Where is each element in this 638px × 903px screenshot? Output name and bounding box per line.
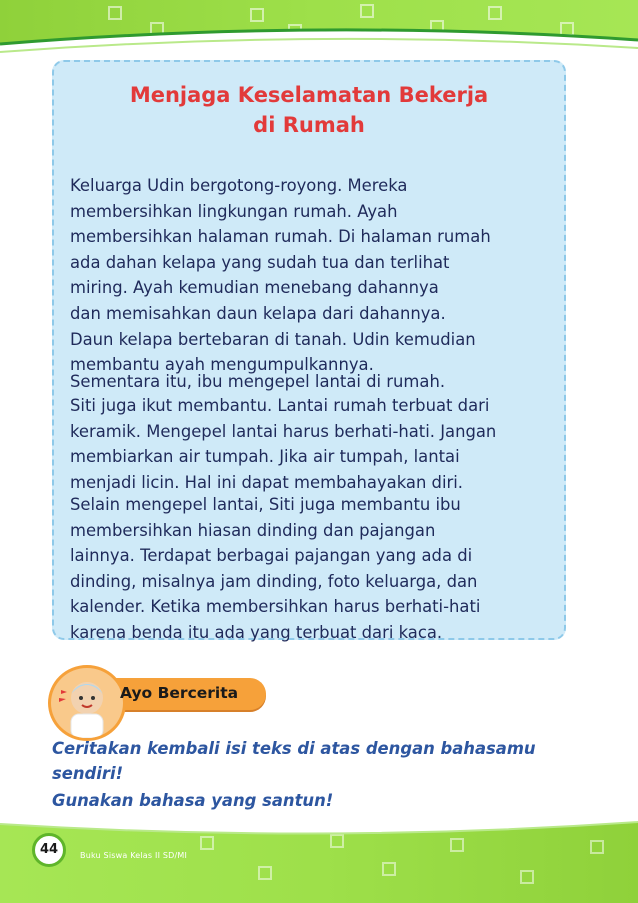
text-line: Ceritakan kembali isi teks di atas dengan bahasamu [52, 739, 536, 758]
story-title [52, 80, 566, 140]
text-line: ada dahan kelapa yang sudah tua dan terlihat [70, 252, 450, 272]
text-line: membersihkan lingkungan rumah. Ayah [70, 201, 398, 221]
paragraph-2 [70, 369, 556, 395]
text-line: keramik. Mengepel lantai harus berhati-hati. Jangan [70, 421, 497, 441]
paragraph-3 [70, 393, 556, 495]
book-title-footer: Buku Siswa Kelas II SD/MI [80, 851, 188, 860]
text-line: karena benda itu ada yang terbuat dari kaca. [70, 622, 443, 642]
text-line: miring. Ayah kemudian menebang dahannya [70, 278, 439, 298]
text-line: menjadi licin. Hal ini dapat membahayakan diri. [70, 472, 464, 492]
text-line: Gunakan bahasa yang santun! [52, 791, 334, 810]
activity-label: Ayo Bercerita [120, 684, 239, 702]
text-line: Selain mengepel lantai, Siti juga membantu ibu [70, 495, 461, 514]
title-line: Menjaga Keselamatan Bekerja [129, 83, 489, 107]
instruction-1 [52, 736, 536, 786]
paragraph-4 [70, 492, 556, 646]
text-line: Daun kelapa bertebaran di tanah. Udin kemudian [70, 329, 476, 349]
decor-square [520, 870, 534, 884]
text-line: lainnya. Terdapat berbagai pajangan yang ada di [70, 546, 473, 566]
text-line: Sementara itu, ibu mengepel lantai di rumah. [70, 372, 446, 391]
text-line: sendiri! [52, 764, 124, 783]
text-line: membiarkan air tumpah. Jika air tumpah, lantai [70, 447, 460, 467]
page-number: 44 [32, 833, 66, 867]
title-line: di Rumah [253, 113, 365, 137]
text-line: Keluarga Udin bergotong-royong. Mereka [70, 176, 408, 195]
text-line: dan memisahkan daun kelapa dari dahannya. [70, 303, 446, 323]
paragraph-1 [70, 173, 556, 378]
text-line: membersihkan hiasan dinding dan pajangan [70, 520, 436, 540]
decor-square [258, 866, 272, 880]
text-line: membantu ayah mengumpulkannya. [70, 355, 374, 375]
text-line: dinding, misalnya jam dinding, foto keluarga, dan [70, 571, 478, 591]
child-avatar-icon [48, 665, 126, 741]
decor-square [382, 862, 396, 876]
bottom-wave-decor [0, 810, 638, 850]
text-line: membersihkan halaman rumah. Di halaman rumah [70, 227, 491, 247]
text-line: kalender. Ketika membersihkan harus berhati-hati [70, 597, 481, 617]
text-line: Siti juga ikut membantu. Lantai rumah terbuat dari [70, 396, 490, 415]
